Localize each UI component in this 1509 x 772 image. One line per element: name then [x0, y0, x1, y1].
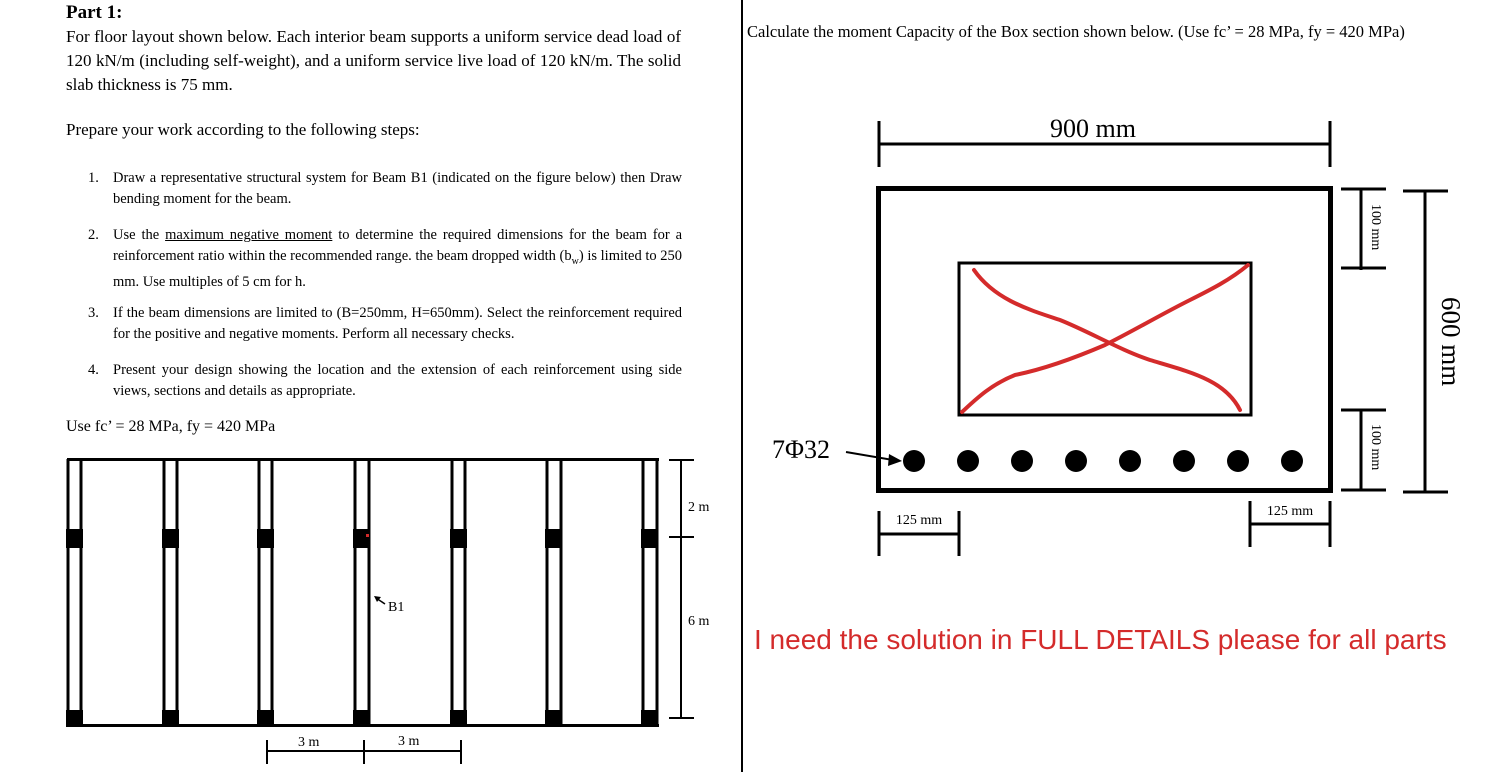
outer-section — [879, 189, 1331, 491]
subscript: w — [571, 255, 579, 267]
part-title: Part 1: — [66, 2, 123, 23]
intro-paragraph: For floor layout shown below. Each interior beam supports a uniform service dead load of 120 kN/m (including self-weight), and a uniform service live load of 120 kN/m. The solid slab thickness is 75 mm. — [66, 27, 681, 94]
cross-out-mark — [962, 265, 1248, 412]
right-wall-dimension — [1250, 501, 1330, 547]
left-wall-label: 125 mm — [895, 513, 943, 528]
rebar-label: 7Φ32 — [772, 435, 831, 464]
right-wall-label: 125 mm — [1266, 504, 1314, 519]
step-text-pre: Use the — [113, 227, 166, 243]
flange-dimensions — [1341, 188, 1386, 491]
step-number: 1. — [88, 170, 99, 186]
panel-divider — [741, 0, 743, 772]
step-number: 2. — [88, 227, 99, 243]
step-number: 3. — [88, 305, 99, 321]
top-flange-label: 100 mm — [1368, 204, 1383, 251]
span-3m-2: 3 m — [398, 734, 420, 749]
inner-void — [959, 263, 1251, 415]
rebars — [903, 450, 1303, 472]
box-section-question: Calculate the moment Capacity of the Box section shown below. (Use fc’ = 28 MPa, fy = 420 MPa) — [747, 22, 1405, 41]
step-text: Draw a representative structural system for Beam B1 (indicated on the figure below) then Draw bending moment for the beam. — [113, 170, 682, 207]
step-text-mid: to determine the required dimensions for the beam for a reinforcement ratio within the recommended range. the beam dropped width (b — [113, 227, 683, 264]
horizontal-dimension — [267, 740, 461, 764]
left-wall-dimension — [879, 511, 959, 556]
floor-plan-diagram — [0, 0, 742, 772]
bottom-flange-label: 100 mm — [1368, 424, 1383, 471]
beams — [68, 459, 657, 726]
dim-2m: 2 m — [688, 500, 710, 515]
solution-request-text: I need the solution in FULL DETAILS please for all parts — [754, 624, 1447, 655]
dim-6m: 6 m — [688, 614, 710, 629]
rebar-arrow-icon — [846, 452, 902, 466]
step-number: 4. — [88, 362, 99, 378]
span-3m-1: 3 m — [298, 735, 320, 750]
red-mark — [366, 534, 369, 537]
step-text: Present your design showing the location and the extension of each reinforcement using side views, sections and details as appropriate. — [113, 362, 682, 399]
columns — [66, 529, 658, 727]
step-text: If the beam dimensions are limited to (B=250mm, H=650mm). Select the reinforcement required for the positive and negative moments. Perform all necessary checks. — [113, 305, 682, 342]
height-label: 600 mm — [1436, 297, 1466, 387]
left-panel — [0, 0, 742, 772]
underlined-term: maximum negative moment — [165, 227, 333, 243]
beam-b1-label: B1 — [388, 600, 405, 615]
steps-intro: Prepare your work according to the following steps: — [66, 120, 420, 139]
vertical-dimension — [669, 459, 694, 719]
height-dimension — [1403, 190, 1448, 492]
width-label: 900 mm — [1050, 114, 1136, 143]
step-text-post: ) is limited to 250 mm. Use multiples of 5 cm for h. — [113, 248, 682, 290]
width-dimension — [879, 121, 1330, 167]
material-properties: Use fc’ = 28 MPa, fy = 420 MPa — [66, 418, 276, 435]
b1-arrow-icon — [374, 596, 385, 604]
